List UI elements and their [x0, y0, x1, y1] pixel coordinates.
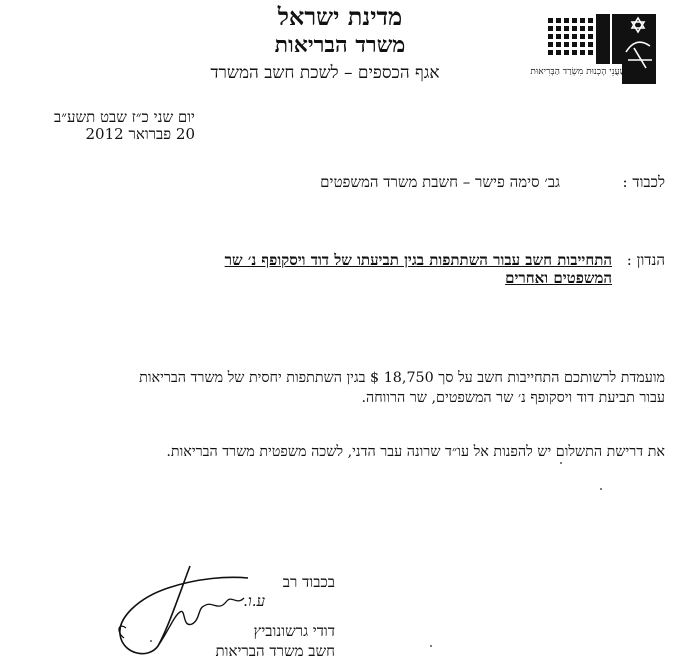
body-paragraph-1-line-2: עבור תביעת דוד ויסקופף נ׳ שר המשפטים, שר הרווחה. — [361, 390, 665, 406]
body-paragraph-1-line-1: מועמדת לרשותכם התחייבות חשב על סך 18,750 $ בגין השתתפות יחסית של משרד הבריאות — [139, 370, 665, 386]
date-hebrew: יום שני כ״ז שבט תשע״ב — [54, 108, 195, 126]
scan-speck — [430, 645, 432, 647]
ministry-heading: משרד הבריאות — [274, 32, 406, 58]
recipient-label: לכבוד : — [622, 173, 665, 191]
scan-speck — [600, 488, 602, 490]
body-paragraph-2: את דרישת התשלום יש להפנות אל עו״ד שרונה עבר הדני, לשכה משפטית משרד הבריאות. — [166, 444, 665, 460]
subject-label: הנדון : — [626, 251, 665, 269]
date-gregorian: 20 פברואר 2012 — [85, 125, 195, 143]
division-heading: אגף הכספים – לשכת חשב המשרד — [210, 63, 440, 83]
scan-speck — [150, 640, 152, 642]
signature-initials: ע.ו. — [243, 592, 265, 610]
signer-name: דודי גרשונוביץ — [253, 622, 335, 640]
closing-regards: בכבוד רב — [282, 573, 335, 591]
logo-caption: שֶׁעֲנֵי הָכְנוּת מִשְׂרַד הַבְּרִיאוּת — [530, 67, 626, 77]
signer-title: חשב משרד הבריאות — [215, 642, 335, 660]
state-heading: מדינת ישראל — [277, 2, 403, 31]
recipient-name: גב׳ סימה פישר – חשבת משרד המשפטים — [320, 173, 560, 191]
subject-line-2: המשפטים ואחרים — [505, 269, 612, 287]
subject-line-1: התחייבות חשב עבור השתתפות בגין תביעתו של דוד ויסקופף נ׳ שר — [224, 251, 612, 269]
scan-speck — [560, 462, 562, 464]
